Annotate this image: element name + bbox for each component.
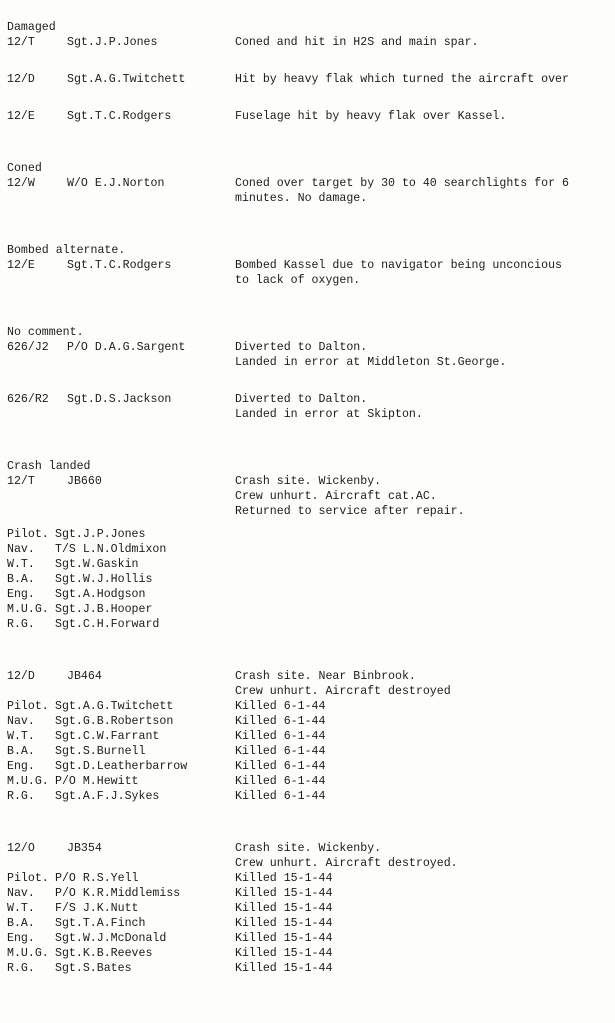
- crew-list: [7, 527, 615, 632]
- crew-role: R.G.: [7, 790, 35, 803]
- crew-role: M.U.G.: [7, 603, 49, 616]
- crew-row: [7, 774, 615, 789]
- crew-role: W.T.: [7, 730, 35, 743]
- aircraft-code: 12/W: [7, 177, 35, 190]
- aircraft-code: 626/R2: [7, 393, 49, 406]
- section-heading: Crash landed: [7, 460, 91, 473]
- crew-fate: Killed 6-1-44: [235, 730, 326, 743]
- crew-fate: [235, 557, 615, 572]
- section-crash-landed: [7, 459, 615, 976]
- list-item-continuation: [7, 407, 615, 422]
- entry-note: Crash site. Wickenby.: [235, 475, 382, 488]
- crew-row: [7, 759, 615, 774]
- crew-name: Sgt.A.Hodgson: [55, 588, 146, 601]
- crew-row: [7, 602, 615, 617]
- aircraft-serial: JB354: [67, 842, 102, 855]
- crew-role: W.T.: [7, 902, 35, 915]
- entry-note: Crash site. Near Binbrook.: [235, 670, 416, 683]
- aircraft-entry: [7, 669, 615, 684]
- crew-name: Sgt.W.Gaskin: [55, 558, 139, 571]
- crew-fate: Killed 6-1-44: [235, 790, 326, 803]
- crew-fate: [235, 542, 615, 557]
- crew-name: Sgt.D.S.Jackson: [67, 393, 172, 406]
- crew-row: [7, 617, 615, 632]
- crew-name: Sgt.A.G.Twitchett: [55, 700, 174, 713]
- crew-fate: Killed 6-1-44: [235, 760, 326, 773]
- crew-row: [7, 789, 615, 804]
- crew-name: Sgt.C.W.Farrant: [55, 730, 160, 743]
- crew-name: Sgt.S.Burnell: [55, 745, 146, 758]
- list-item: [7, 176, 615, 191]
- crew-role: Nav.: [7, 543, 35, 556]
- aircraft-serial: JB464: [67, 670, 102, 683]
- crew-row: [7, 961, 615, 976]
- aircraft-code: 12/T: [7, 36, 35, 49]
- crew-fate: [235, 527, 615, 542]
- crew-fate: [235, 617, 615, 632]
- aircraft-entry: [7, 474, 615, 489]
- section-bombed-alternate: [7, 243, 615, 288]
- crew-role: B.A.: [7, 573, 35, 586]
- crew-name: Sgt.C.H.Forward: [55, 618, 160, 631]
- crew-fate: [235, 602, 615, 617]
- crew-row: [7, 572, 615, 587]
- list-item-continuation: [7, 489, 615, 504]
- crew-role: M.U.G.: [7, 947, 49, 960]
- crew-role: Pilot.: [7, 528, 49, 541]
- crew-name: Sgt.W.J.McDonald: [55, 932, 167, 945]
- crew-name: Sgt.T.C.Rodgers: [67, 259, 172, 272]
- crew-row: [7, 946, 615, 961]
- entry-note: to lack of oxygen.: [235, 274, 361, 287]
- list-item: [7, 258, 615, 273]
- crew-fate: Killed 6-1-44: [235, 745, 326, 758]
- aircraft-code: 626/J2: [7, 341, 49, 354]
- crew-fate: Killed 15-1-44: [235, 917, 333, 930]
- list-item: [7, 109, 615, 124]
- crew-role: B.A.: [7, 745, 35, 758]
- crew-name: Sgt.A.G.Twitchett: [67, 73, 186, 86]
- list-item-continuation: [7, 355, 615, 370]
- crew-row: [7, 871, 615, 886]
- crew-role: Nav.: [7, 715, 35, 728]
- list-item: [7, 72, 615, 87]
- crew-list: [7, 699, 615, 804]
- section-heading: Damaged: [7, 21, 56, 34]
- crew-role: W.T.: [7, 558, 35, 571]
- entry-note: Diverted to Dalton.: [235, 393, 368, 406]
- crew-fate: [235, 572, 615, 587]
- crew-row: [7, 557, 615, 572]
- list-item-continuation: [7, 504, 615, 519]
- crew-row: [7, 916, 615, 931]
- crew-role: M.U.G.: [7, 775, 49, 788]
- crew-name: Sgt.G.B.Robertson: [55, 715, 174, 728]
- crew-role: Eng.: [7, 932, 35, 945]
- crew-row: [7, 699, 615, 714]
- list-item: [7, 340, 615, 355]
- crew-list: [7, 871, 615, 976]
- list-item-continuation: [7, 273, 615, 288]
- crew-name: Sgt.D.Leatherbarrow: [55, 760, 188, 773]
- crew-row: [7, 744, 615, 759]
- crew-fate: Killed 6-1-44: [235, 775, 326, 788]
- crew-name: Sgt.J.B.Hooper: [55, 603, 153, 616]
- entry-note: Diverted to Dalton.: [235, 341, 368, 354]
- aircraft-code: 12/D: [7, 670, 35, 683]
- crew-role: Pilot.: [7, 872, 49, 885]
- section-heading: Coned: [7, 162, 42, 175]
- crew-row: [7, 886, 615, 901]
- crew-name: Sgt.T.C.Rodgers: [67, 110, 172, 123]
- entry-note: Crew unhurt. Aircraft destroyed.: [235, 857, 458, 870]
- crew-fate: Killed 6-1-44: [235, 715, 326, 728]
- crew-name: Sgt.W.J.Hollis: [55, 573, 153, 586]
- crew-name: W/O E.J.Norton: [67, 177, 165, 190]
- crew-name: P/O D.A.G.Sargent: [67, 341, 186, 354]
- crew-fate: Killed 15-1-44: [235, 902, 333, 915]
- entry-note: Returned to service after repair.: [235, 505, 465, 518]
- entry-note: Landed in error at Middleton St.George.: [235, 356, 507, 369]
- entry-note: Crew unhurt. Aircraft cat.AC.: [235, 490, 437, 503]
- aircraft-entry: [7, 841, 615, 856]
- crew-fate: Killed 6-1-44: [235, 700, 326, 713]
- crew-row: [7, 714, 615, 729]
- list-item-continuation: [7, 191, 615, 206]
- aircraft-code: 12/D: [7, 73, 35, 86]
- crew-role: B.A.: [7, 917, 35, 930]
- entry-note: Hit by heavy flak which turned the aircraft over: [235, 73, 569, 86]
- aircraft-serial: JB660: [67, 475, 102, 488]
- entry-note: Bombed Kassel due to navigator being unconcious: [235, 259, 562, 272]
- aircraft-code: 12/O: [7, 842, 35, 855]
- crew-name: Sgt.S.Bates: [55, 962, 132, 975]
- crew-row-with-note: [7, 684, 615, 699]
- section-coned: [7, 161, 615, 206]
- entry-note: Crash site. Wickenby.: [235, 842, 382, 855]
- crew-role: Nav.: [7, 887, 35, 900]
- aircraft-code: 12/T: [7, 475, 35, 488]
- crew-fate: Killed 15-1-44: [235, 947, 333, 960]
- crew-fate: Killed 15-1-44: [235, 932, 333, 945]
- crew-name: Sgt.K.B.Reeves: [55, 947, 153, 960]
- crew-fate: Killed 15-1-44: [235, 887, 333, 900]
- list-item: [7, 392, 615, 407]
- crew-name: P/O M.Hewitt: [55, 775, 139, 788]
- crew-row: [7, 542, 615, 557]
- crew-name: Sgt.J.P.Jones: [55, 528, 146, 541]
- entry-note: Coned and hit in H2S and main spar.: [235, 36, 479, 49]
- crew-name: F/S J.K.Nutt: [55, 902, 139, 915]
- section-damaged: [7, 20, 615, 124]
- entry-note: Fuselage hit by heavy flak over Kassel.: [235, 110, 507, 123]
- crew-row: [7, 729, 615, 744]
- crew-role: Pilot.: [7, 700, 49, 713]
- crew-role: Eng.: [7, 588, 35, 601]
- crew-name: P/O K.R.Middlemiss: [55, 887, 181, 900]
- crew-fate: [235, 587, 615, 602]
- crew-fate: Killed 15-1-44: [235, 872, 333, 885]
- section-heading: No comment.: [7, 326, 84, 339]
- aircraft-code: 12/E: [7, 110, 35, 123]
- crew-name: Sgt.J.P.Jones: [67, 36, 158, 49]
- document-page: [7, 20, 615, 976]
- crew-role: R.G.: [7, 618, 35, 631]
- crew-row: [7, 527, 615, 542]
- crew-row-with-note: [7, 856, 615, 871]
- crew-row: [7, 931, 615, 946]
- entry-note: Coned over target by 30 to 40 searchlights for 6: [235, 177, 569, 190]
- section-heading: Bombed alternate.: [7, 244, 126, 257]
- entry-note: Crew unhurt. Aircraft destroyed: [235, 685, 451, 698]
- section-no-comment: [7, 325, 615, 422]
- entry-note: minutes. No damage.: [235, 192, 368, 205]
- crew-name: T/S L.N.Oldmixon: [55, 543, 167, 556]
- crew-name: Sgt.T.A.Finch: [55, 917, 146, 930]
- list-item: [7, 35, 615, 50]
- crew-name: P/O R.S.Yell: [55, 872, 139, 885]
- crew-role: Eng.: [7, 760, 35, 773]
- crew-row: [7, 587, 615, 602]
- crew-fate: Killed 15-1-44: [235, 962, 333, 975]
- crew-row: [7, 901, 615, 916]
- crew-role: R.G.: [7, 962, 35, 975]
- crew-name: Sgt.A.F.J.Sykes: [55, 790, 160, 803]
- entry-note: Landed in error at Skipton.: [235, 408, 423, 421]
- aircraft-code: 12/E: [7, 259, 35, 272]
